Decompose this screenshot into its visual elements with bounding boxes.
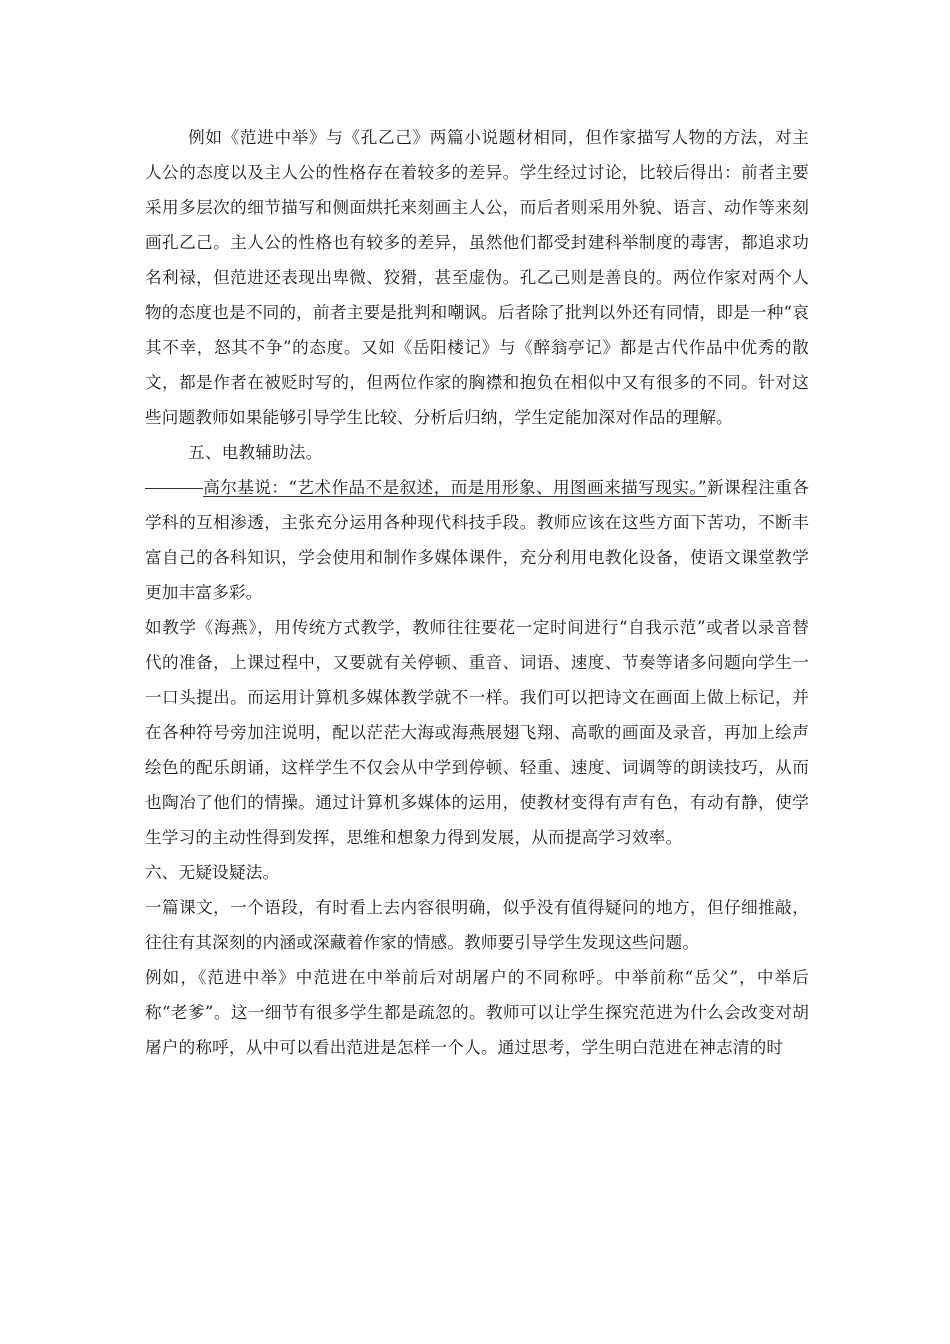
section-heading-5: 五、电教辅助法。 bbox=[188, 443, 323, 462]
paragraph-comparison-example: 例如《范进中举》与《孔乙己》两篇小说题材相同，但作家描写人物的方法，对主人公的态度以及主人公的性格存在着较多的差异。学生经过讨论，比较后得出：前者主要采用多层次的细节描写和侧面烘托来刻画主人公，而后者则采用外貌、语言、动作等来刻画孔乙己。主人公的性格也有较多的差异，虽然他们都受封建科举制度的毒害，都追求功名利禄，但范进还表现出卑微、狡猾，甚至虚伪。孔乙己则是善良的。两位作家对两个人物的态度也是不同的，前者主要是批判和嘲讽。后者除了批判以外还有同情，即是一种“哀其不幸，怒其不争”的态度。又如《岳阳楼记》与《醉翁亭记》都是古代作品中优秀的散文，都是作者在被贬时写的，但两位作家的胸襟和抱负在相似中又有很多的不同。针对这些问题教师如果能够引导学生比较、分析后归纳，学生定能加深对作品的理解。 bbox=[145, 128, 809, 427]
document-body bbox=[145, 120, 809, 1065]
section-heading-6: 六、无疑设疑法。 bbox=[145, 863, 280, 882]
gorky-quote: 高尔基说：“艺术作品不是叙述，而是用形象、用图画来描写现实。” bbox=[203, 478, 707, 497]
paragraph-questioning-intro: 一篇课文，一个语段，有时看上去内容很明确，似乎没有值得疑问的地方，但仔细推敲，往往有其深刻的内涵或深藏着作家的情感。教师要引导学生发现这些问题。 bbox=[145, 898, 809, 952]
paragraph-gorky-quote bbox=[145, 470, 809, 610]
underline-lead bbox=[145, 487, 203, 489]
paragraph-multimedia-intro: 新课程注重各学科的互相渗透，主张充分运用各种现代科技手段。教师应该在这些方面下苦功，不断丰富自己的各科知识，学会使用和制作多媒体课件，充分利用电教化设备，使语文课堂教学更加丰富多彩。 bbox=[145, 478, 809, 602]
paragraph-fanjin-example: 例如，《范进中举》中范进在中举前后对胡屠户的不同称呼。中举前称“岳父”，中举后称“老爹”。这一细节有很多学生都是疏忽的。教师可以让学生探究范进为什么会改变对胡屠户的称呼，从中可以看出范进是怎样一个人。通过思考，学生明白范进在神志清的时 bbox=[145, 968, 809, 1057]
paragraph-haiyan-example: 如教学《海燕》，用传统方式教学，教师往往要花一定时间进行“自我示范”或者以录音替代的准备，上课过程中，又要就有关停顿、重音、词语、速度、节奏等诸多问题向学生一一口头提出。而运用计算机多媒体教学就不一样。我们可以把诗文在画面上做上标记，并在各种符号旁加注说明，配以茫茫大海或海燕展翅飞翔、高歌的画面及录音，再加上绘声绘色的配乐朗诵，这样学生不仅会从中学到停顿、轻重、速度、词调等的朗读技巧，从而也陶冶了他们的情操。通过计算机多媒体的运用，使教材变得有声有色，有动有静，使学生学习的主动性得到发挥，思维和想象力得到发展，从而提高学习效率。 bbox=[145, 618, 809, 847]
